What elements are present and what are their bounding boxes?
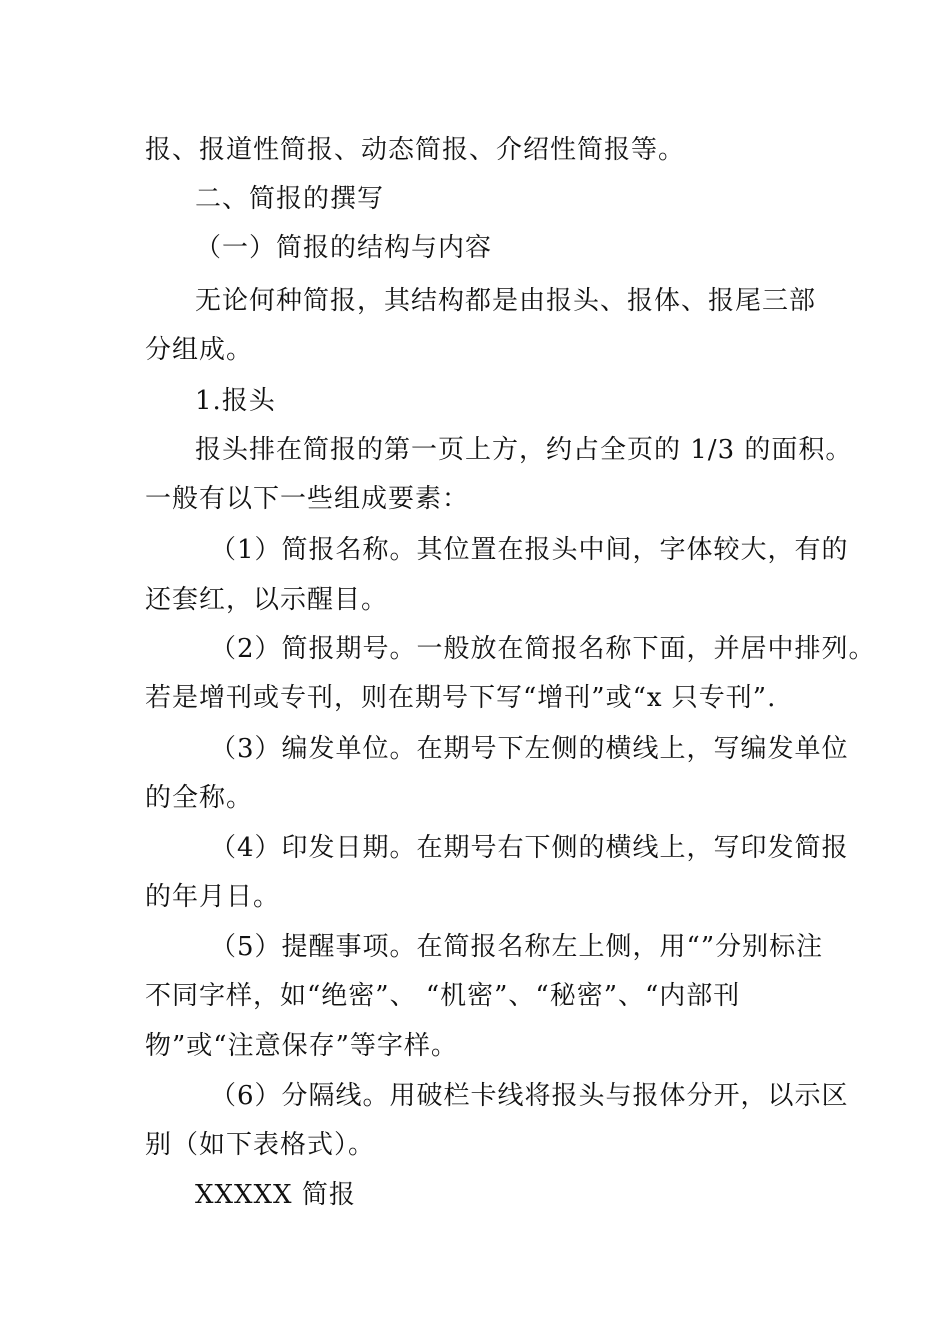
text-line: 别（如下表格式）。 <box>145 1130 376 1160</box>
text-line: 分组成。 <box>145 335 254 365</box>
text-line: 报、报道性简报、动态简报、介绍性简报等。 <box>145 135 686 165</box>
text-line: 物”或“注意保存”等字样。 <box>145 1031 458 1061</box>
text-line: 不同字样，如“绝密”、 “机密”、“秘密”、“内部刊 <box>145 981 741 1011</box>
text-line: 无论何种简报，其结构都是由报头、报体、报尾三部 <box>195 286 817 316</box>
section-heading: 二、简报的撰写 <box>195 184 385 214</box>
text-line: （2）简报期号。一般放在简报名称下面，并居中排列。 <box>210 634 876 664</box>
subsection-heading: （一）简报的结构与内容 <box>195 233 493 263</box>
text-line: （5）提醒事项。在简报名称左上侧，用“”分别标注 <box>210 932 824 962</box>
item-heading: 1.报头 <box>195 386 276 416</box>
sample-title: XXXXX 简报 <box>195 1180 356 1210</box>
text-line: 一般有以下一些组成要素： <box>145 484 470 514</box>
text-line: （6）分隔线。用破栏卡线将报头与报体分开，以示区 <box>210 1081 849 1111</box>
text-line: （4）印发日期。在期号右下侧的横线上，写印发简报 <box>210 833 849 863</box>
text-line: 报头排在简报的第一页上方，约占全页的 1/3 的面积。 <box>195 435 853 465</box>
text-line: 还套红，以示醒目。 <box>145 585 389 615</box>
text-line: （1）简报名称。其位置在报头中间，字体较大，有的 <box>210 535 849 565</box>
text-line: 若是增刊或专刊，则在期号下写“增刊”或“x 只专刊”. <box>145 683 777 713</box>
text-line: （3）编发单位。在期号下左侧的横线上，写编发单位 <box>210 734 849 764</box>
text-line: 的全称。 <box>145 783 254 813</box>
text-line: 的年月日。 <box>145 882 281 912</box>
